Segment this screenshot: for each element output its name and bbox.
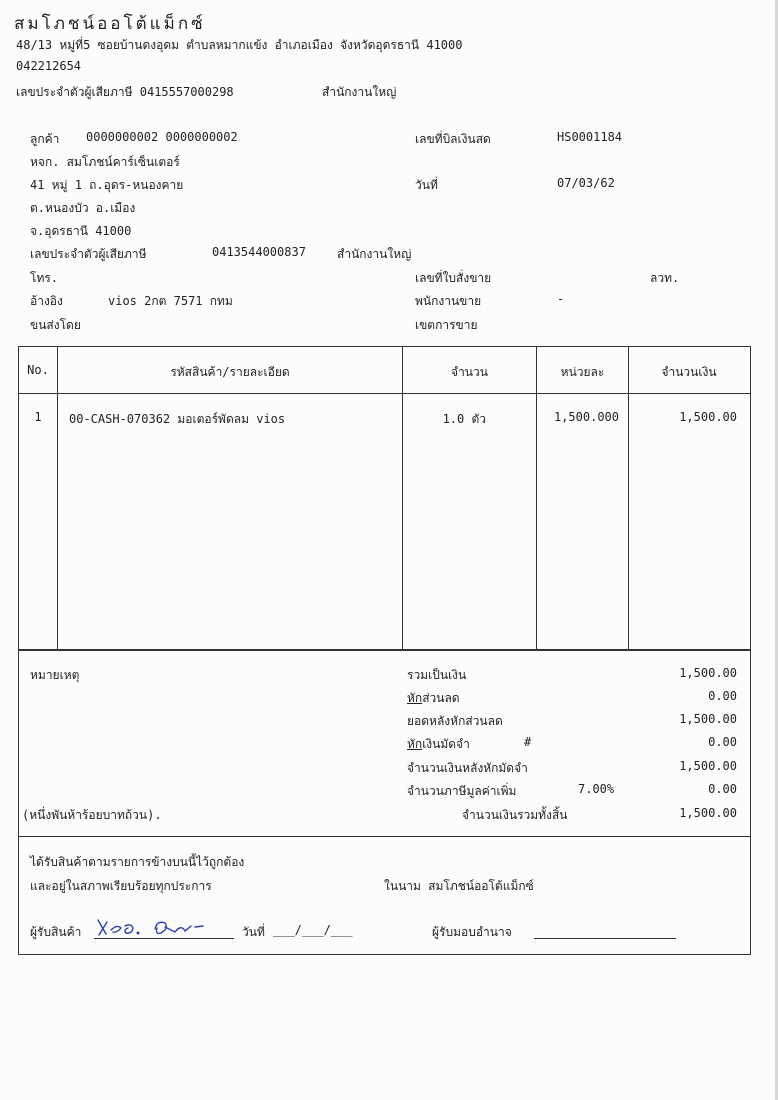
received-statement-2: และอยู่ในสภาพเรียบร้อยทุกประการ	[30, 879, 212, 893]
customer-code: 0000000002 0000000002	[86, 130, 238, 144]
grand-total-label: จำนวนเงินรวมทั้งสิ้น	[462, 808, 568, 822]
customer-tax-id: 0413544000837	[212, 245, 306, 259]
vat-value: 0.00	[708, 782, 737, 796]
receiver-signature	[95, 914, 235, 940]
invoice-date-label: วันที่	[415, 178, 438, 192]
row-amount: 1,500.00	[679, 410, 737, 424]
reference-value: vios 2กต 7571 กทม	[108, 294, 233, 308]
summary-divider	[18, 836, 750, 837]
row-no: 1	[34, 410, 42, 424]
col-divider-2	[402, 346, 403, 649]
invoice-no-label: เลขที่บิลเงินสด	[415, 132, 491, 146]
customer-addr1: 41 หมู่ 1 ถ.อุดร-หนองคาย	[30, 178, 184, 192]
amount-in-words: (หนึ่งพันห้าร้อยบาทถ้วน).	[22, 808, 162, 822]
customer-label: ลูกค้า	[30, 132, 60, 146]
order-no-suffix: ลวท.	[650, 271, 680, 285]
company-name: สมโภชน์ออโต้แม็กซ์	[14, 14, 206, 34]
deposit-marker: #	[524, 735, 532, 749]
vat-label: จำนวนภาษีมูลค่าเพิ่ม	[407, 784, 517, 798]
deposit-value: 0.00	[708, 735, 737, 749]
items-table	[18, 346, 751, 650]
discount-label: หักส่วนลด	[407, 691, 460, 705]
company-tax-id: เลขประจำตัวผู้เสียภาษี 0415557000298	[16, 85, 234, 99]
salesperson-label: พนักงานขาย	[415, 294, 482, 308]
authorized-signature-line	[534, 938, 676, 939]
company-branch: สำนักงานใหญ่	[322, 85, 397, 99]
authorized-label: ผู้รับมอบอำนาจ	[432, 925, 512, 939]
after-discount-label: ยอดหลังหักส่วนลด	[407, 714, 503, 728]
grand-total-value: 1,500.00	[679, 806, 737, 820]
company-phone: 042212654	[16, 59, 82, 73]
col-divider-3	[536, 346, 537, 649]
deposit-label: หักเงินมัดจำ	[407, 737, 470, 751]
subtotal-label: รวมเป็นเงิน	[407, 668, 467, 682]
salesperson-value: -	[557, 292, 565, 306]
col-divider-1	[57, 346, 58, 649]
table-header-divider	[18, 393, 750, 394]
vat-rate: 7.00%	[578, 782, 615, 796]
header-description: รหัสสินค้า/รายละเอียด	[170, 365, 290, 379]
header-quantity: จำนวน	[451, 365, 488, 379]
customer-name: หจก. สมโภชน์คาร์เซ็นเตอร์	[30, 155, 180, 169]
received-statement-1: ได้รับสินค้าตามรายการข้างบนนี้ไว้ถูกต้อง	[30, 855, 245, 869]
invoice-date-value: 07/03/62	[557, 176, 615, 190]
remark-label: หมายเหตุ	[30, 668, 80, 682]
customer-addr2: ต.หนองบัว อ.เมือง	[30, 201, 136, 215]
reference-label: อ้างอิง	[30, 294, 63, 308]
shipping-label: ขนส่งโดย	[30, 318, 81, 332]
customer-tax-label: เลขประจำตัวผู้เสียภาษี	[30, 247, 147, 261]
header-no: No.	[27, 363, 49, 377]
receive-date-label: วันที่	[242, 925, 265, 939]
on-behalf-of: ในนาม สมโภชน์ออโต้แม็กซ์	[384, 879, 534, 893]
company-address: 48/13 หมู่ที่5 ซอยบ้านดงอุดม ตำบลหมากแข้ง อำเภอเมือง จังหวัดอุดรธานี 41000	[16, 38, 463, 52]
after-discount-value: 1,500.00	[679, 712, 737, 726]
discount-value: 0.00	[708, 689, 737, 703]
row-description: 00-CASH-070362 มอเตอร์พัดลม vios	[69, 412, 286, 426]
row-quantity: 1.0 ตัว	[442, 412, 486, 426]
after-deposit-value: 1,500.00	[679, 759, 737, 773]
receiver-label: ผู้รับสินค้า	[30, 925, 82, 939]
after-deposit-label: จำนวนเงินหลังหักมัดจำ	[407, 761, 528, 775]
subtotal-value: 1,500.00	[679, 666, 737, 680]
order-no-label: เลขที่ใบสั่งขาย	[415, 271, 492, 285]
customer-phone-label: โทร.	[30, 271, 59, 285]
customer-addr3: จ.อุดรธานี 41000	[30, 224, 132, 238]
row-unit-price: 1,500.000	[553, 410, 619, 424]
customer-branch: สำนักงานใหญ่	[337, 247, 412, 261]
col-divider-4	[628, 346, 629, 649]
invoice-no-value: HS0001184	[557, 130, 623, 144]
header-amount: จำนวนเงิน	[661, 365, 717, 379]
header-unit-price: หน่วยละ	[560, 365, 605, 379]
receive-date-blank: ___/___/___	[273, 923, 353, 937]
sales-area-label: เขตการขาย	[415, 318, 478, 332]
